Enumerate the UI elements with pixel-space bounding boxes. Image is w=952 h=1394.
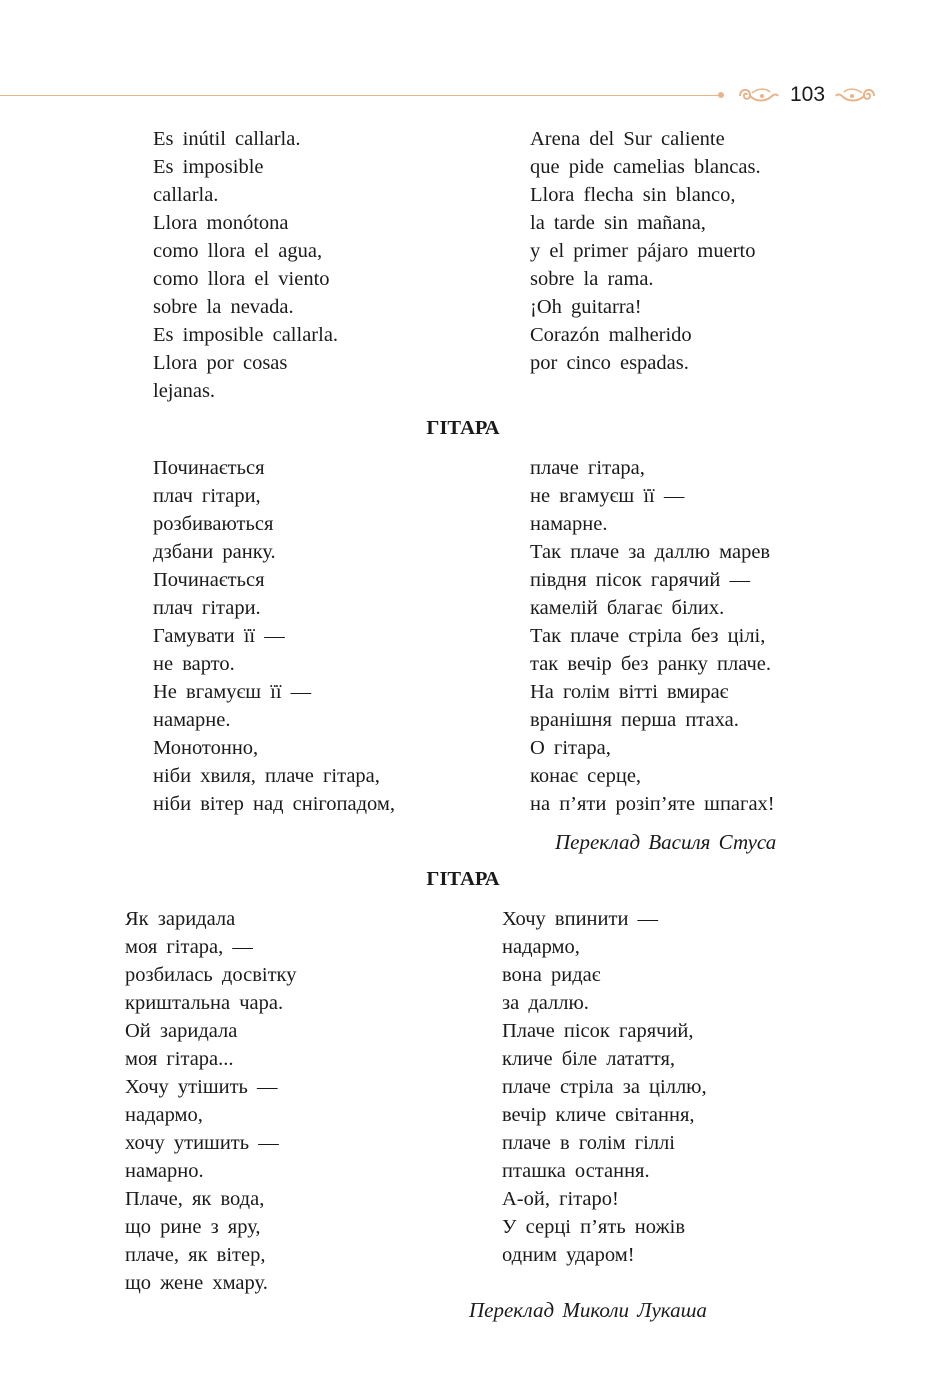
spanish-poem-right-column bbox=[530, 125, 761, 377]
poem-line: одним ударом! bbox=[502, 1244, 635, 1266]
poem-line: Llora por cosas bbox=[153, 352, 288, 374]
poem-line: Llora monótona bbox=[153, 212, 289, 234]
poem-line: Ой заридала bbox=[125, 1020, 238, 1042]
poem-line: ніби вітер над снігопадом, bbox=[153, 793, 395, 815]
poem-line: вона ридає bbox=[502, 964, 601, 986]
poem-line: на п’яти розіп’яте шпагах! bbox=[530, 793, 775, 815]
poem-line: плаче в голім гіллі bbox=[502, 1132, 675, 1154]
poem-line: Хочу утішить — bbox=[125, 1076, 278, 1098]
poem-line: плач гітари. bbox=[153, 597, 261, 619]
scroll-ornament-icon bbox=[834, 84, 878, 106]
poem-line: sobre la rama. bbox=[530, 268, 654, 290]
poem-line: Так плаче стріла без цілі, bbox=[530, 625, 766, 647]
poem-line: Плаче, як вода, bbox=[125, 1188, 265, 1210]
translator-credit: Переклад Василя Стуса bbox=[555, 830, 777, 854]
poem-line: конає серце, bbox=[530, 765, 642, 787]
stus-translation-right-column bbox=[530, 454, 775, 818]
poem-line: моя гітара, — bbox=[125, 936, 253, 958]
poem-line: Так плаче за даллю марев bbox=[530, 541, 771, 563]
poem-line: моя гітара... bbox=[125, 1048, 234, 1070]
poem-line: Починається bbox=[153, 457, 265, 479]
poem-line: О гітара, bbox=[530, 737, 611, 759]
poem-line: вранішня перша птаха. bbox=[530, 709, 739, 731]
poem-line: за даллю. bbox=[502, 992, 589, 1014]
poem-line: півдня пісок гарячий — bbox=[530, 569, 750, 591]
poem-line: розбиваються bbox=[153, 513, 274, 535]
poem-line: пташка остання. bbox=[502, 1160, 650, 1182]
poem-line: кличе біле латаття, bbox=[502, 1048, 676, 1070]
poem-line: Es inútil callarla. bbox=[153, 128, 301, 150]
poem-line: que pide camelias blancas. bbox=[530, 156, 761, 178]
poem-line: розбилась досвітку bbox=[125, 964, 297, 986]
poem-line: камелій благає білих. bbox=[530, 597, 725, 619]
poem-line: sobre la nevada. bbox=[153, 296, 294, 318]
poem-line: callarla. bbox=[153, 184, 219, 206]
poem-line: ніби хвиля, плаче гітара, bbox=[153, 765, 380, 787]
poem-line: Починається bbox=[153, 569, 265, 591]
poem-line: como llora el agua, bbox=[153, 240, 323, 262]
header-rule bbox=[0, 95, 720, 96]
poem-line: не вгамуєш її — bbox=[530, 485, 685, 507]
poem-line: ¡Oh guitarra! bbox=[530, 296, 642, 318]
poem-line: А-ой, гітаро! bbox=[502, 1188, 619, 1210]
poem-line: плаче стріла за ціллю, bbox=[502, 1076, 707, 1098]
lukash-translation-left-column bbox=[125, 905, 296, 1297]
poem-line: що рине з яру, bbox=[125, 1216, 261, 1238]
poem-line: como llora el viento bbox=[153, 268, 330, 290]
poem-line: Плаче пісок гарячий, bbox=[502, 1020, 694, 1042]
poem-line: надармо, bbox=[125, 1104, 203, 1126]
poem-line: намарно. bbox=[125, 1160, 204, 1182]
poem-line: Es imposible callarla. bbox=[153, 324, 339, 346]
header-rule-end-dot bbox=[718, 92, 724, 98]
poem-line: дзбани ранку. bbox=[153, 541, 276, 563]
poem-line: плаче, як вітер, bbox=[125, 1244, 266, 1266]
poem-line: намарне. bbox=[153, 709, 231, 731]
poem-line: Llora flecha sin blanco, bbox=[530, 184, 736, 206]
spanish-poem-left-column bbox=[153, 125, 338, 405]
poem-line: У серці п’ять ножів bbox=[502, 1216, 686, 1238]
poem-line: lejanas. bbox=[153, 380, 216, 402]
poem-line: вечір кличе світання, bbox=[502, 1104, 695, 1126]
poem-line: Хочу впинити — bbox=[502, 908, 659, 930]
page-number: 103 bbox=[790, 83, 826, 106]
poem-line: Arena del Sur caliente bbox=[530, 128, 725, 150]
poem-line: Corazón malherido bbox=[530, 324, 692, 346]
poem-line: Гамувати її — bbox=[153, 625, 285, 647]
poem-line: Як заридала bbox=[125, 908, 236, 930]
scroll-ornament-icon bbox=[736, 84, 780, 106]
poem-line: намарне. bbox=[530, 513, 608, 535]
poem-line: плач гітари, bbox=[153, 485, 261, 507]
poem-line: la tarde sin mañana, bbox=[530, 212, 706, 234]
poem-line: Es imposible bbox=[153, 156, 264, 178]
poem-line: криштальна чара. bbox=[125, 992, 284, 1014]
poem-line: На голім вітті вмирає bbox=[530, 681, 729, 703]
poem-line: y el primer pájaro muerto bbox=[530, 240, 756, 262]
poem-title: ГІТАРА bbox=[426, 417, 500, 439]
translator-credit: Переклад Миколи Лукаша bbox=[469, 1298, 707, 1322]
poem-line: не варто. bbox=[153, 653, 235, 675]
poem-line: що жене хмару. bbox=[125, 1272, 268, 1294]
poem-line: плаче гітара, bbox=[530, 457, 645, 479]
poem-title: ГІТАРА bbox=[426, 868, 500, 890]
poem-line: Не вгамуєш її — bbox=[153, 681, 312, 703]
poem-line: хочу утишить — bbox=[125, 1132, 279, 1154]
poem-line: Монотонно, bbox=[153, 737, 259, 759]
poem-line: так вечір без ранку плаче. bbox=[530, 653, 772, 675]
poem-line: надармо, bbox=[502, 936, 580, 958]
poem-line: por cinco espadas. bbox=[530, 352, 689, 374]
stus-translation-left-column bbox=[153, 454, 395, 818]
lukash-translation-right-column bbox=[502, 905, 707, 1269]
